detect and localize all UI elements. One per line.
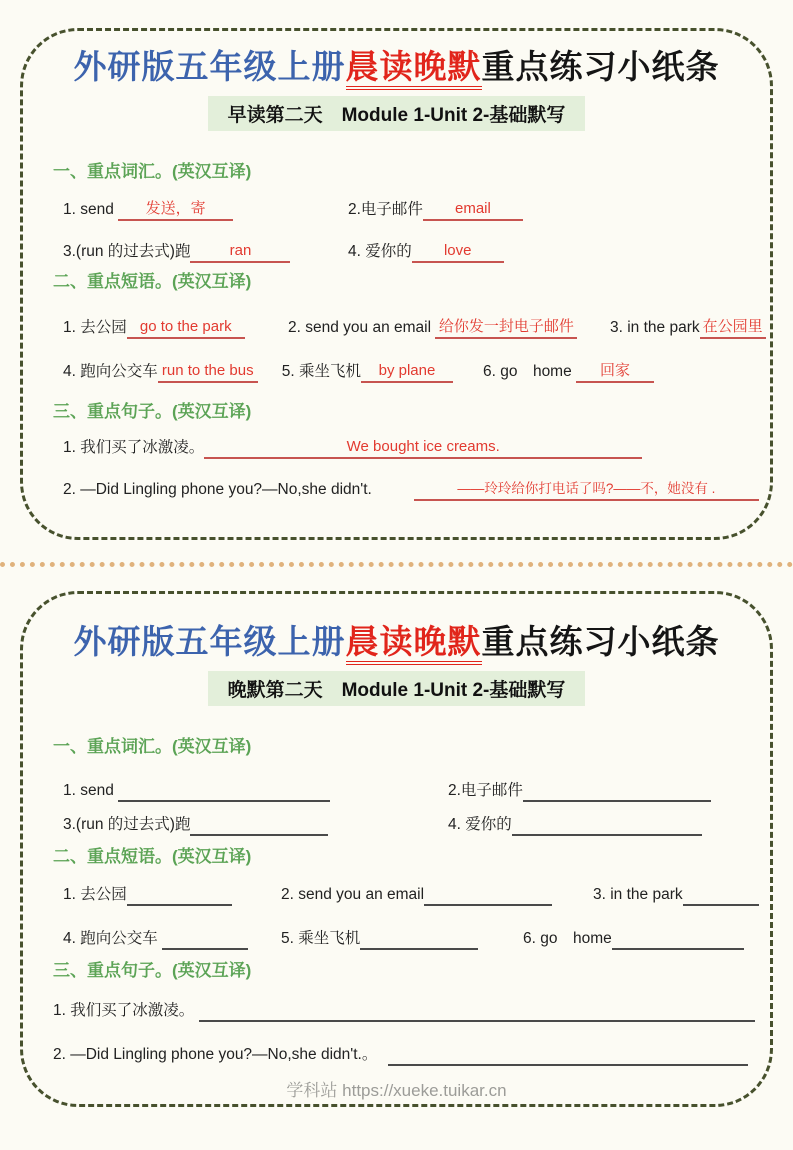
lesson-subtitle: 早读第二天 Module 1-Unit 2-基础默写 <box>208 96 586 131</box>
exercise-item <box>593 884 759 906</box>
worksheet-title <box>53 45 740 89</box>
exercise-row <box>53 780 740 802</box>
exercise-row <box>53 884 740 906</box>
item-prompt: 2.电子邮件 <box>448 782 523 799</box>
exercise-row <box>53 1044 740 1066</box>
section-heading-vocabulary: 一、重点词汇。(英汉互译) <box>53 162 252 181</box>
answer-blank <box>360 928 478 950</box>
section-heading-sentences: 三、重点句子。(英汉互译) <box>53 402 252 421</box>
exercise-item <box>53 1000 755 1022</box>
subtitle-row <box>53 671 740 706</box>
exercise-item <box>63 437 642 459</box>
item-prompt: 2. send you an email <box>281 886 425 903</box>
answer-blank: 给你发一封电子邮件 <box>435 317 577 339</box>
worksheet-card-morning <box>20 28 773 540</box>
item-prompt: 1. 去公园 <box>63 886 127 903</box>
exercise-row <box>53 1000 740 1022</box>
title-part-suffix: 重点练习小纸条 <box>481 48 720 85</box>
exercise-item <box>483 361 654 383</box>
answer-blank: ran <box>190 241 290 263</box>
answer-blank: ——玲玲给你打电话了吗?——不，她没有 . <box>414 479 759 501</box>
item-prompt: 2. send you an email <box>288 319 432 336</box>
item-prompt: 4. 跑向公交车 <box>63 930 158 947</box>
item-prompt: 4. 爱你的 <box>448 816 512 833</box>
answer-blank: email <box>423 199 523 221</box>
item-prompt: 6. go home <box>482 363 572 380</box>
exercise-item <box>281 928 523 950</box>
exercise-item <box>281 884 593 906</box>
answer-blank: go to the park <box>127 317 245 339</box>
section-heading-sentences: 三、重点句子。(英汉互译) <box>53 961 252 980</box>
title-part-edition: 外研版五年级上册 <box>73 623 346 660</box>
item-prompt: 1. 我们买了冰激凌。 <box>63 439 205 456</box>
exercise-item <box>63 780 448 802</box>
answer-blank <box>199 1000 755 1022</box>
answer-blank <box>424 884 552 906</box>
exercise-item <box>63 884 281 906</box>
item-prompt: 2. —Did Lingling phone you?—No,she didn't. <box>63 481 372 498</box>
answer-blank: love <box>412 241 504 263</box>
exercise-item <box>348 199 523 221</box>
item-prompt: 1. 我们买了冰激凌。 <box>53 1002 195 1019</box>
answer-blank: 在公园里 <box>700 317 766 339</box>
item-prompt: 4. 爱你的 <box>348 243 412 260</box>
item-prompt: 1. send <box>63 201 114 218</box>
answer-blank <box>388 1044 748 1066</box>
item-prompt: 5. 乘坐飞机 <box>281 930 361 947</box>
exercise-item <box>63 199 348 221</box>
answer-blank <box>523 780 711 802</box>
answer-blank <box>512 814 702 836</box>
answer-blank <box>612 928 744 950</box>
lesson-subtitle: 晚默第二天 Module 1-Unit 2-基础默写 <box>208 671 586 706</box>
answer-blank: by plane <box>361 361 453 383</box>
item-prompt: 2.电子邮件 <box>348 201 423 218</box>
site-footer: 学科站 https://xueke.tuikar.cn <box>286 1081 507 1100</box>
exercise-item <box>448 780 711 802</box>
exercise-item <box>610 317 766 339</box>
answer-blank <box>127 884 232 906</box>
answer-blank: run to the bus <box>158 361 258 383</box>
worksheet-card-evening <box>20 591 773 1107</box>
exercise-row <box>53 317 763 339</box>
title-part-edition: 外研版五年级上册 <box>73 48 346 85</box>
title-part-highlight: 晨读晚默 <box>346 623 482 665</box>
exercise-item <box>63 479 759 501</box>
exercise-row <box>53 928 740 950</box>
item-prompt: 5. 乘坐飞机 <box>281 363 361 380</box>
item-prompt: 4. 跑向公交车 <box>63 363 158 380</box>
exercise-item <box>282 361 453 383</box>
answer-blank <box>683 884 759 906</box>
exercise-row <box>53 199 740 221</box>
section-heading-phrases: 二、重点短语。(英汉互译) <box>53 272 252 291</box>
answer-blank: 回家 <box>576 361 654 383</box>
exercise-item <box>53 1044 748 1066</box>
title-part-highlight: 晨读晚默 <box>346 48 482 90</box>
section-heading-phrases: 二、重点短语。(英汉互译) <box>53 847 252 866</box>
exercise-item <box>523 928 744 950</box>
subtitle-row <box>53 96 740 131</box>
exercise-row <box>53 241 740 263</box>
exercise-row <box>53 361 740 383</box>
cut-line-divider <box>0 562 793 567</box>
item-prompt: 3. in the park <box>593 886 683 903</box>
exercise-row <box>53 437 740 459</box>
exercise-item <box>63 928 281 950</box>
item-prompt: 3.(run 的过去式)跑 <box>63 243 191 260</box>
exercise-row <box>53 479 740 501</box>
title-part-suffix: 重点练习小纸条 <box>481 623 720 660</box>
exercise-row <box>53 814 740 836</box>
answer-blank <box>162 928 248 950</box>
exercise-item <box>63 361 258 383</box>
answer-blank: 发送，寄 <box>118 199 233 221</box>
exercise-item <box>348 241 504 263</box>
worksheet-title <box>53 620 740 664</box>
item-prompt: 3.(run 的过去式)跑 <box>63 816 191 833</box>
exercise-item <box>63 241 348 263</box>
item-prompt: 3. in the park <box>610 319 700 336</box>
answer-blank <box>190 814 328 836</box>
answer-blank <box>118 780 330 802</box>
exercise-item <box>288 317 610 339</box>
item-prompt: 1. send <box>63 782 114 799</box>
item-prompt: 6. go home <box>523 930 612 947</box>
item-prompt: 2. —Did Lingling phone you?—No,she didn't.。 <box>53 1046 378 1063</box>
item-prompt: 1. 去公园 <box>63 319 127 336</box>
section-heading-vocabulary: 一、重点词汇。(英汉互译) <box>53 737 252 756</box>
exercise-item <box>63 814 448 836</box>
answer-blank: We bought ice creams. <box>204 437 642 459</box>
exercise-item <box>448 814 702 836</box>
exercise-item <box>63 317 288 339</box>
